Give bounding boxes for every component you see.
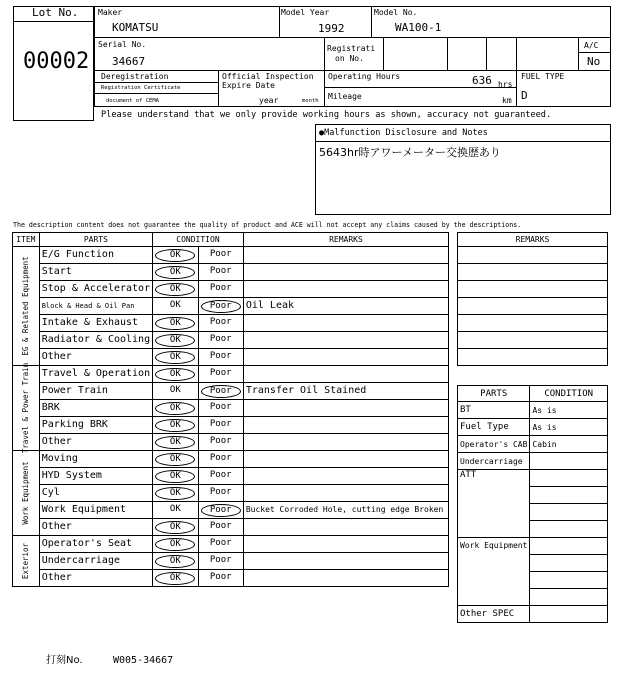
part-name: Operator's Seat	[39, 536, 152, 553]
remark-cell: Bucket Corroded Hole, cutting edge Broken	[243, 502, 448, 519]
condition-row	[13, 332, 449, 349]
part-name: Other	[39, 570, 152, 587]
poor-mark: Poor	[201, 504, 241, 517]
ok-cell	[153, 247, 199, 264]
cema-label: document of CEMA	[106, 98, 159, 104]
right-remark-row	[458, 264, 608, 281]
condition-table-header	[13, 233, 449, 247]
spec-part: Work Equipment	[458, 538, 530, 606]
ok-cell	[153, 264, 199, 281]
hrs-unit: hrs	[498, 80, 513, 89]
ok-cell	[153, 434, 199, 451]
ok-cell	[153, 383, 199, 400]
part-name: BRK	[39, 400, 152, 417]
inspection-label-2: Expire Date	[222, 81, 275, 90]
poor-cell	[198, 383, 243, 400]
maker-label: Maker	[98, 8, 123, 17]
spec-condition-header: CONDITION	[530, 386, 608, 402]
spec-condition-blank	[530, 521, 608, 538]
ok-cell	[153, 298, 199, 315]
poor-cell	[198, 417, 243, 434]
part-name: Other	[39, 519, 152, 536]
condition-table	[12, 232, 449, 587]
operating-hours-value: 636	[472, 74, 492, 87]
condition-row	[13, 536, 449, 553]
registration-label-2: on No.	[335, 54, 364, 63]
right-remarks-header: REMARKS	[458, 233, 608, 247]
ok-cell	[153, 315, 199, 332]
ok-cell	[153, 502, 199, 519]
poor-mark: Poor	[209, 316, 232, 327]
spec-condition-blank	[530, 589, 608, 606]
spec-condition	[530, 538, 608, 555]
ok-mark: OK	[155, 453, 195, 466]
remark-cell	[243, 485, 448, 502]
condition-row	[13, 315, 449, 332]
remark-cell	[243, 570, 448, 587]
km-unit: km	[502, 96, 512, 105]
remark-cell	[243, 366, 448, 383]
mileage-label: Mileage	[328, 92, 362, 101]
spec-condition	[530, 453, 608, 470]
lot-number: 00002	[23, 49, 90, 74]
part-name: Undercarriage	[39, 553, 152, 570]
condition-row	[13, 417, 449, 434]
ok-mark: OK	[155, 538, 195, 551]
spec-part: ATT	[458, 470, 530, 538]
part-name: E/G Function	[39, 247, 152, 264]
item-group-label: EG & Related Equipment	[20, 256, 30, 356]
ok-mark: OK	[169, 299, 181, 310]
condition-row	[13, 349, 449, 366]
remark-cell	[243, 434, 448, 451]
hours-disclaimer: Please understand that we only provide working hours as shown, accuracy not guaranteed.	[101, 110, 552, 120]
poor-cell	[198, 298, 243, 315]
ok-cell	[153, 349, 199, 366]
right-remark-row	[458, 281, 608, 298]
ok-mark: OK	[169, 384, 181, 395]
model-no-label: Model No.	[374, 8, 418, 17]
remark-cell	[243, 247, 448, 264]
condition-row	[13, 281, 449, 298]
poor-mark: Poor	[209, 333, 232, 344]
remark-cell	[243, 468, 448, 485]
ok-mark: OK	[155, 572, 195, 585]
poor-mark: Poor	[209, 537, 232, 548]
condition-row	[13, 553, 449, 570]
ok-cell	[153, 366, 199, 383]
poor-mark: Poor	[209, 418, 232, 429]
spec-table	[457, 385, 608, 623]
poor-mark: Poor	[209, 486, 232, 497]
remark-cell	[243, 400, 448, 417]
maker-value: KOMATSU	[112, 21, 159, 34]
ok-mark: OK	[155, 368, 195, 381]
item-group-label: Exterior	[20, 542, 30, 580]
part-name: Parking BRK	[39, 417, 152, 434]
spec-part: Fuel Type	[458, 419, 530, 436]
remark-cell	[243, 264, 448, 281]
fuel-type-value: D	[521, 89, 528, 102]
poor-mark: Poor	[209, 367, 232, 378]
remark-cell	[243, 281, 448, 298]
ok-mark: OK	[155, 470, 195, 483]
lot-label: Lot No.	[32, 6, 79, 19]
spec-condition	[530, 606, 608, 623]
poor-mark: Poor	[209, 452, 232, 463]
model-year-value: 1992	[318, 22, 345, 35]
ok-mark: OK	[169, 503, 181, 514]
poor-cell	[198, 502, 243, 519]
condition-row	[13, 400, 449, 417]
poor-cell	[198, 400, 243, 417]
remark-cell	[243, 349, 448, 366]
ok-mark: OK	[155, 555, 195, 568]
poor-mark: Poor	[209, 350, 232, 361]
spec-part: Undercarriage	[458, 453, 530, 470]
condition-row	[13, 468, 449, 485]
spec-condition	[530, 470, 608, 487]
part-name: Moving	[39, 451, 152, 468]
item-group	[13, 362, 40, 454]
remark-cell	[243, 451, 448, 468]
spec-condition: Cabin	[530, 436, 608, 453]
spec-condition-blank	[530, 555, 608, 572]
condition-row	[13, 485, 449, 502]
poor-mark: Poor	[201, 300, 241, 313]
ok-cell	[153, 553, 199, 570]
ok-mark: OK	[155, 317, 195, 330]
remark-cell: Transfer Oil Stained	[243, 383, 448, 400]
serial-label: Serial No.	[98, 40, 147, 49]
spec-condition: As is	[530, 419, 608, 436]
part-name: Intake & Exhaust	[39, 315, 152, 332]
ok-cell	[153, 468, 199, 485]
operating-hours-label: Operating Hours	[328, 72, 401, 81]
condition-row	[13, 366, 449, 383]
right-remark-row	[458, 247, 608, 264]
item-group	[13, 536, 40, 587]
part-name: Travel & Operation	[39, 366, 152, 383]
ok-mark: OK	[155, 436, 195, 449]
engraving-value: W005-34667	[113, 655, 174, 666]
ok-mark: OK	[155, 283, 195, 296]
condition-row	[13, 298, 449, 315]
item-group	[13, 451, 40, 536]
condition-row	[13, 570, 449, 587]
poor-mark: Poor	[209, 520, 232, 531]
malfunction-title: ●Malfunction Disclosure and Notes	[319, 128, 488, 138]
condition-row	[13, 502, 449, 519]
ac-value: No	[587, 55, 601, 68]
ok-mark: OK	[155, 334, 195, 347]
remark-cell	[243, 332, 448, 349]
poor-cell	[198, 366, 243, 383]
malfunction-text: 5643hr時アワーメーター交換歴あり	[319, 146, 501, 159]
part-name: Other	[39, 434, 152, 451]
poor-cell	[198, 570, 243, 587]
part-name: Power Train	[39, 383, 152, 400]
poor-mark: Poor	[209, 248, 232, 259]
ok-mark: OK	[155, 266, 195, 279]
serial-value: 34667	[112, 55, 146, 68]
poor-mark: Poor	[209, 282, 232, 293]
ok-mark: OK	[155, 249, 195, 262]
condition-row	[13, 247, 449, 264]
remark-cell	[243, 315, 448, 332]
part-name: Radiator & Cooling	[39, 332, 152, 349]
item-group-label: Travel & Power Train	[20, 362, 30, 454]
condition-row	[13, 519, 449, 536]
ok-cell	[153, 400, 199, 417]
condition-row	[13, 451, 449, 468]
part-name: Stop & Accelerator	[39, 281, 152, 298]
remark-cell	[243, 519, 448, 536]
spec-part: Operator's CAB	[458, 436, 530, 453]
item-header: ITEM	[13, 233, 40, 247]
model-no-value: WA100-1	[395, 21, 442, 34]
part-name: Other	[39, 349, 152, 366]
right-remark-row	[458, 349, 608, 366]
poor-cell	[198, 247, 243, 264]
condition-row	[13, 264, 449, 281]
ok-cell	[153, 417, 199, 434]
right-remark-row	[458, 298, 608, 315]
ok-cell	[153, 332, 199, 349]
ac-label: A/C	[584, 41, 599, 50]
part-name: Start	[39, 264, 152, 281]
inspection-label: Official Inspection	[222, 72, 314, 81]
poor-mark: Poor	[209, 435, 232, 446]
engraving-label: 打刻No.	[46, 655, 83, 666]
remark-cell: Oil Leak	[243, 298, 448, 315]
ok-mark: OK	[155, 487, 195, 500]
poor-mark: Poor	[209, 265, 232, 276]
month-label: month	[302, 98, 319, 104]
item-group	[13, 247, 40, 366]
ok-cell	[153, 519, 199, 536]
remark-cell	[243, 553, 448, 570]
poor-mark: Poor	[209, 571, 232, 582]
remark-cell	[243, 417, 448, 434]
right-remark-row	[458, 332, 608, 349]
poor-mark: Poor	[209, 469, 232, 480]
poor-cell	[198, 349, 243, 366]
part-name: HYD System	[39, 468, 152, 485]
ok-mark: OK	[155, 521, 195, 534]
registration-certificate-label: Registration Certificate	[101, 85, 181, 91]
poor-mark: Poor	[209, 554, 232, 565]
spec-condition-blank	[530, 504, 608, 521]
poor-cell	[198, 536, 243, 553]
poor-cell	[198, 468, 243, 485]
fuel-type-label: FUEL TYPE	[521, 72, 565, 81]
ok-cell	[153, 451, 199, 468]
poor-cell	[198, 451, 243, 468]
ok-mark: OK	[155, 351, 195, 364]
ok-cell	[153, 485, 199, 502]
remark-cell	[243, 536, 448, 553]
part-name: Work Equipment	[39, 502, 152, 519]
spec-condition-blank	[530, 572, 608, 589]
registration-label: Registrati	[327, 44, 376, 53]
spec-part: Other SPEC	[458, 606, 530, 623]
condition-row	[13, 383, 449, 400]
condition-row	[13, 434, 449, 451]
parts-header: PARTS	[39, 233, 152, 247]
poor-cell	[198, 553, 243, 570]
ok-cell	[153, 570, 199, 587]
condition-header: CONDITION	[153, 233, 244, 247]
part-name: Cyl	[39, 485, 152, 502]
spec-condition-blank	[530, 487, 608, 504]
poor-cell	[198, 332, 243, 349]
spec-parts-header: PARTS	[458, 386, 530, 402]
ok-mark: OK	[155, 419, 195, 432]
poor-cell	[198, 264, 243, 281]
part-name: Block & Head & Oil Pan	[39, 298, 152, 315]
poor-mark: Poor	[201, 385, 241, 398]
right-remarks-table	[457, 232, 608, 366]
ok-cell	[153, 536, 199, 553]
poor-cell	[198, 434, 243, 451]
poor-cell	[198, 315, 243, 332]
ok-cell	[153, 281, 199, 298]
poor-mark: Poor	[209, 401, 232, 412]
spec-condition: As is	[530, 402, 608, 419]
poor-cell	[198, 281, 243, 298]
poor-cell	[198, 485, 243, 502]
item-group-label: Work Equipment	[20, 461, 30, 525]
spec-part: BT	[458, 402, 530, 419]
right-remark-row	[458, 315, 608, 332]
deregistration-label: Deregistration	[101, 72, 169, 81]
ok-mark: OK	[155, 402, 195, 415]
remarks-header: REMARKS	[243, 233, 448, 247]
description-disclaimer: The description content does not guarantee the quality of product and ACE will not accept any claims caused by the descriptions.	[13, 221, 522, 229]
year-label: year	[259, 96, 279, 105]
poor-cell	[198, 519, 243, 536]
model-year-label: Model Year	[281, 8, 330, 17]
